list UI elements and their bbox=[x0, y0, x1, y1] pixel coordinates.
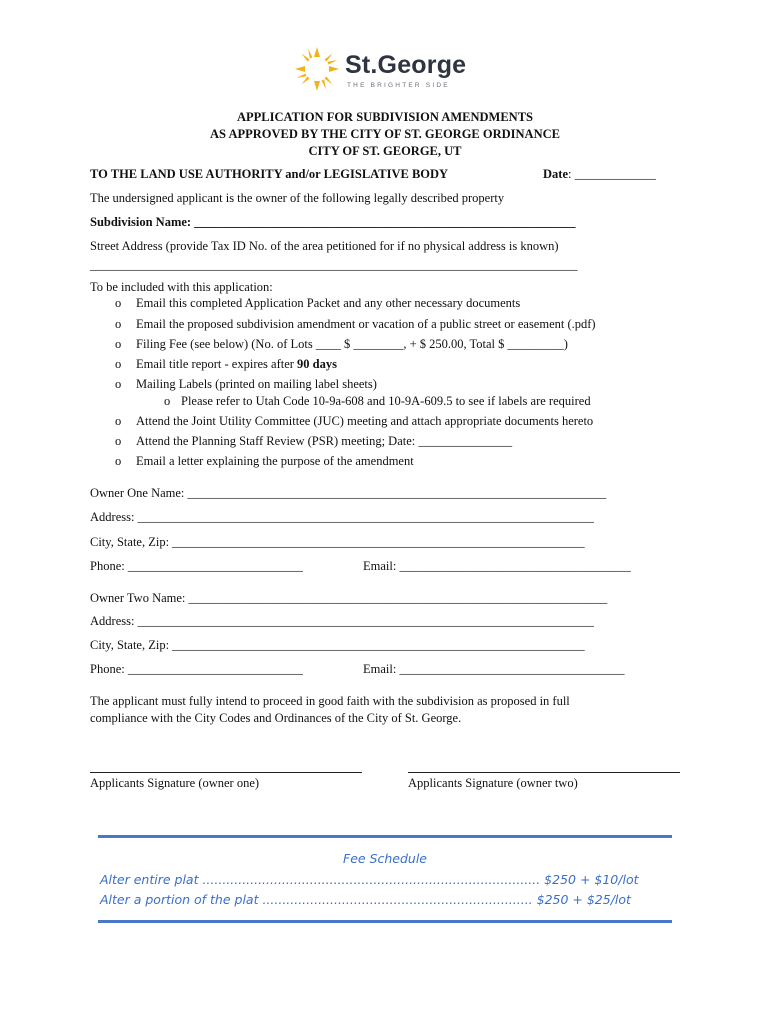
street-address-field[interactable]: ______________________________________________________________________________ bbox=[90, 258, 578, 272]
checklist-bullet: o bbox=[115, 337, 122, 351]
logo-tagline: THE BRIGHTER SIDE bbox=[347, 82, 450, 89]
signature-label-owner-two: Applicants Signature (owner two) bbox=[408, 776, 578, 790]
checklist-item-email-packet: Email this completed Application Packet and any other necessary documents bbox=[136, 296, 521, 310]
title-report-text: Email title report - expires after bbox=[136, 357, 298, 371]
checklist-bullet: o bbox=[115, 414, 122, 428]
checklist-bullet: o bbox=[115, 434, 122, 448]
good-faith-statement-line2: compliance with the City Codes and Ordinances of the City of St. George. bbox=[90, 711, 462, 725]
owner-two-city-field[interactable]: City, State, Zip: __________________________________________________________________ bbox=[90, 638, 585, 652]
checklist-bullet: o bbox=[115, 377, 122, 391]
subdivision-name-field[interactable]: Subdivision Name: _____________________________________________________________ bbox=[90, 215, 576, 229]
checklist-item-title-report bbox=[136, 357, 337, 372]
owner-two-address-field[interactable]: Address: _________________________________________________________________________ bbox=[90, 614, 594, 628]
addressee-line: TO THE LAND USE AUTHORITY and/or LEGISLATIVE BODY bbox=[90, 167, 449, 181]
owner-two-name-field[interactable]: Owner Two Name: ___________________________________________________________________ bbox=[90, 591, 608, 605]
fee-schedule-bottom-rule bbox=[98, 920, 672, 923]
form-title-line3: CITY OF ST. GEORGE, UT bbox=[308, 144, 462, 158]
sun-logo-icon bbox=[293, 45, 341, 93]
checklist-item-psr-meeting[interactable]: Attend the Planning Staff Review (PSR) meeting; Date: _______________ bbox=[136, 434, 513, 448]
good-faith-statement-line1: The applicant must fully intend to proceed in good faith with the subdivision as proposed in full bbox=[90, 694, 570, 708]
fee-row-portion-plat: Alter a portion of the plat .................................................................... $250 + $25/lot bbox=[100, 892, 631, 907]
checklist-item-juc-meeting: Attend the Joint Utility Committee (JUC) meeting and attach appropriate documents hereto bbox=[136, 414, 594, 428]
logo-wordmark: St.George bbox=[345, 51, 467, 79]
checklist-item-letter: Email a letter explaining the purpose of the amendment bbox=[136, 454, 414, 468]
owner-one-email-field[interactable]: Email: _____________________________________ bbox=[363, 559, 631, 573]
owner-one-address-field[interactable]: Address: _________________________________________________________________________ bbox=[90, 510, 594, 524]
checklist-subitem-utah-code: Please refer to Utah Code 10-9a-608 and 10-9A-609.5 to see if labels are required bbox=[181, 394, 591, 408]
checklist-item-email-amendment: Email the proposed subdivision amendment or vacation of a public street or easement (.pdf) bbox=[136, 317, 596, 331]
checklist-bullet: o bbox=[115, 454, 122, 468]
owner-two-phone-field[interactable]: Phone: ____________________________ bbox=[90, 662, 303, 676]
date-label: Date bbox=[543, 167, 568, 181]
checklist-bullet: o bbox=[115, 317, 122, 331]
owner-one-phone-field[interactable]: Phone: ____________________________ bbox=[90, 559, 303, 573]
owner-one-city-field[interactable]: City, State, Zip: __________________________________________________________________ bbox=[90, 535, 585, 549]
checklist-sub-bullet: o bbox=[164, 394, 171, 408]
form-title-line1: APPLICATION FOR SUBDIVISION AMENDMENTS bbox=[237, 110, 533, 124]
signature-line-owner-two[interactable] bbox=[408, 772, 680, 773]
street-address-label: Street Address (provide Tax ID No. of the area petitioned for if no physical address is known) bbox=[90, 239, 559, 253]
checklist-bullet: o bbox=[115, 357, 122, 371]
form-title-line2: AS APPROVED BY THE CITY OF ST. GEORGE ORDINANCE bbox=[210, 127, 560, 141]
owner-one-name-field[interactable]: Owner One Name: ___________________________________________________________________ bbox=[90, 486, 607, 500]
checklist-bullet: o bbox=[115, 296, 122, 310]
title-report-days: 90 days bbox=[297, 357, 337, 371]
st-george-logo bbox=[293, 45, 483, 93]
signature-line-owner-one[interactable] bbox=[90, 772, 362, 773]
fee-schedule-top-rule bbox=[98, 835, 672, 838]
checklist-item-filing-fee[interactable]: Filing Fee (see below) (No. of Lots ____ $ ________, + $ 250.00, Total $ _________) bbox=[136, 337, 568, 351]
checklist-item-mailing-labels: Mailing Labels (printed on mailing label sheets) bbox=[136, 377, 377, 391]
signature-label-owner-one: Applicants Signature (owner one) bbox=[90, 776, 260, 790]
checklist-heading: To be included with this application: bbox=[90, 280, 273, 294]
fee-row-entire-plat: Alter entire plat ..................................................................................... $250 + $10/lot bbox=[100, 872, 639, 887]
owner-two-email-field[interactable]: Email: ____________________________________ bbox=[363, 662, 625, 676]
date-blank: : _____________ bbox=[568, 167, 656, 181]
intro-text: The undersigned applicant is the owner of the following legally described property bbox=[90, 191, 505, 205]
date-field[interactable] bbox=[543, 167, 656, 182]
fee-schedule-title: Fee Schedule bbox=[343, 851, 427, 866]
